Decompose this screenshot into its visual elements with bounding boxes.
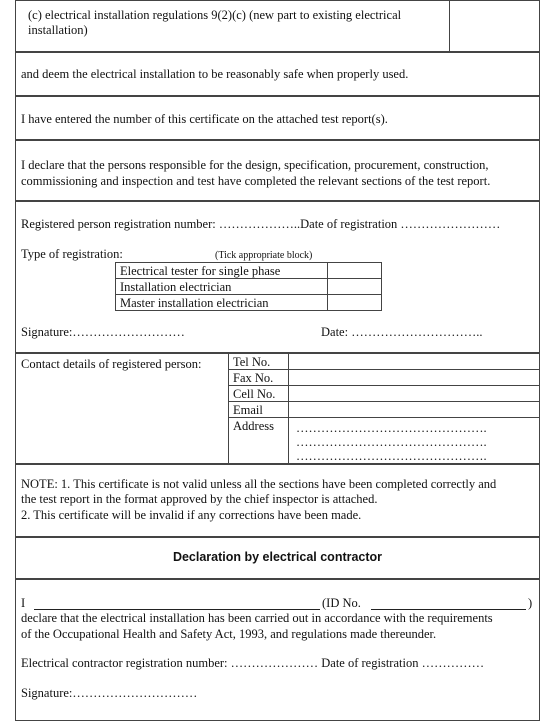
entered-text: I have entered the number of this certificate on the attached test report(s). bbox=[21, 112, 388, 126]
tel-label: Tel No. bbox=[233, 355, 271, 369]
email-input[interactable] bbox=[289, 402, 539, 417]
address-line[interactable]: ………………………………………. bbox=[296, 449, 487, 463]
tick-box-master[interactable] bbox=[328, 295, 381, 310]
contractor-id-blank[interactable] bbox=[371, 609, 526, 610]
contractor-heading: Declaration by electrical contractor bbox=[172, 550, 383, 564]
contact-label: Contact details of registered person: bbox=[21, 357, 202, 371]
registration-type-option: Electrical tester for single phase bbox=[120, 264, 281, 278]
declare-text-line2: commissioning and inspection and test have completed the relevant sections of the test report. bbox=[21, 174, 491, 188]
tel-input[interactable] bbox=[289, 354, 539, 369]
email-label: Email bbox=[233, 403, 263, 417]
contractor-declare-line1: declare that the electrical installation has been carried out in accordance with the requirements bbox=[21, 611, 493, 625]
fax-input[interactable] bbox=[289, 370, 539, 385]
contractor-i-label: I bbox=[21, 596, 26, 610]
contractor-heading-section bbox=[15, 537, 540, 579]
address-label: Address bbox=[233, 419, 274, 433]
contractor-id-close: ) bbox=[528, 596, 533, 610]
deem-section bbox=[15, 52, 540, 96]
registration-section bbox=[15, 201, 540, 353]
contractor-name-blank[interactable] bbox=[34, 609, 320, 610]
tick-box-installation[interactable] bbox=[328, 279, 381, 294]
note-section bbox=[15, 464, 540, 537]
signature-field[interactable]: Signature:……………………… bbox=[21, 325, 185, 339]
registration-type-table bbox=[115, 262, 382, 311]
contractor-declaration-section bbox=[15, 579, 540, 721]
contact-section bbox=[15, 353, 540, 464]
address-line[interactable]: ………………………………………. bbox=[296, 421, 487, 435]
persons-declaration-section bbox=[15, 140, 540, 201]
registration-type-label: Type of registration: bbox=[21, 247, 123, 261]
note-line2: the test report in the format approved by the chief inspector is attached. bbox=[21, 492, 378, 506]
fax-label: Fax No. bbox=[233, 371, 274, 385]
deem-text: and deem the electrical installation to be reasonably safe when properly used. bbox=[21, 67, 409, 81]
cell-label: Cell No. bbox=[233, 387, 276, 401]
contractor-declare-line2: of the Occupational Health and Safety Act, 1993, and regulations made thereunder. bbox=[21, 627, 437, 641]
regulation-text-line1: (c) electrical installation regulations 9(2)(c) (new part to existing electrical bbox=[28, 8, 402, 22]
registration-number-field[interactable]: Registered person registration number: ………………..Date of registration …………………… bbox=[21, 217, 501, 231]
cell-input[interactable] bbox=[289, 386, 539, 401]
date-field[interactable]: Date: ………………………….. bbox=[321, 325, 483, 339]
registration-type-option: Installation electrician bbox=[120, 280, 232, 294]
regulation-text-line2: installation) bbox=[28, 23, 88, 37]
certificate-number-section bbox=[15, 96, 540, 140]
contractor-registration-field[interactable]: Electrical contractor registration number: ………………… Date of registration …………… bbox=[21, 656, 485, 670]
note-line3: 2. This certificate will be invalid if any corrections have been made. bbox=[21, 508, 362, 522]
contractor-signature-field[interactable]: Signature:………………………… bbox=[21, 686, 198, 700]
note-line1: NOTE: 1. This certificate is not valid unless all the sections have been completed correctly and bbox=[21, 477, 497, 491]
tick-box-single-phase[interactable] bbox=[328, 263, 381, 278]
declare-text-line1: I declare that the persons responsible for the design, specification, procurement, construction, bbox=[21, 158, 489, 172]
contractor-id-label: (ID No. bbox=[322, 596, 361, 610]
regulation-section bbox=[15, 0, 540, 52]
regulation-column-divider bbox=[449, 1, 450, 52]
address-line[interactable]: ………………………………………. bbox=[296, 435, 487, 449]
tick-note: (Tick appropriate block) bbox=[215, 250, 313, 261]
registration-type-option: Master installation electrician bbox=[120, 296, 269, 310]
